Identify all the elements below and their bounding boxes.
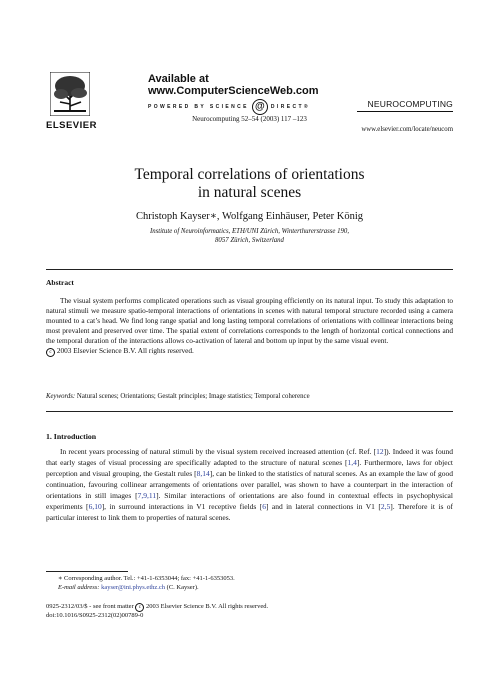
copyright-icon: c: [135, 603, 144, 612]
abstract-top-rule: [46, 269, 453, 270]
affiliation: [0, 227, 499, 245]
intro-text: ]. Furthermore, laws for object perception and visual grouping, the Gestalt rules [: [46, 458, 453, 478]
keywords-label: Keywords:: [46, 393, 76, 400]
footnote-email: [58, 583, 199, 592]
at-sign-icon: @: [252, 99, 268, 115]
copyright-icon: c: [46, 348, 55, 357]
computer-science-web-link[interactable]: www.ComputerScienceWeb.com: [148, 85, 319, 97]
affiliation-line-2: 8057 Zürich, Switzerland: [215, 237, 284, 244]
abstract-copyright: 2003 Elsevier Science B.V. All rights reserved.: [56, 346, 194, 356]
intro-text: In recent years processing of natural stimuli by the visual system received increased attention (cf. Ref. [: [60, 447, 377, 456]
keywords-list: Natural scenes; Orientations; Gestalt principles; Image statistics; Temporal coherence: [76, 393, 310, 400]
doi[interactable]: doi:10.1016/S0925-2312(02)00789-0: [46, 612, 144, 619]
abstract-body: [46, 296, 453, 357]
intro-text: ]. Similar interactions of orientations are also found in contextual effects in psychophysical experiments [: [46, 491, 453, 511]
intro-text: ], in surround interactions in V1 receptive fields [: [101, 502, 263, 511]
elsevier-tree-logo: [50, 72, 90, 116]
introduction-paragraph: [46, 446, 453, 523]
citation-link[interactable]: 2,5: [380, 502, 391, 511]
citation-link[interactable]: 6,10: [88, 502, 102, 511]
journal-citation: Neurocomputing 52–54 (2003) 117 –123: [192, 115, 307, 123]
citation-link[interactable]: 1,4: [347, 458, 357, 467]
citation-link[interactable]: 6: [262, 502, 266, 511]
email-label: E-mail address:: [58, 584, 100, 591]
authors: Christoph Kayser∗, Wolfgang Einhäuser, Peter König: [135, 211, 363, 222]
journal-homepage-link[interactable]: www.elsevier.com/locate/neucom: [361, 126, 453, 133]
intro-text: ]). Indeed it was found that early stages of visual processing are specifically adapted to the structure of natural scenes [: [46, 447, 453, 467]
footnote-rule: [46, 571, 128, 572]
powered-by-line: [148, 99, 319, 115]
affiliation-line-1: Institute of Neuroinformatics, ETH/UNI Zürich, Winterthurerstrasse 190,: [149, 228, 350, 235]
journal-logo: NEUROCOMPUTING: [367, 99, 453, 109]
abstract-bottom-rule: [46, 411, 453, 412]
intro-text: ]. Therefore it is of particular interest to link them to properties of natural scenes.: [46, 502, 453, 522]
abstract-text: The visual system performs complicated operations such as visual grouping efficiently on its natural input. To study this adaptation to natural stimuli we measure spatio-temporal interactions of orientations in scenes with natural temporal structure recorded using a camera mounted to a cat’s head. We find long range spatial and long lasting temporal correlations of orientations with collinear interactions being most prevalent and preserved over time. The spatial extent of correlations corresponds to the length of horizontal cortical connections and the temporal duration of the interactions allows co-activation of lateral and bottom up input by the same visual event.: [46, 296, 453, 346]
title-line-1: Temporal correlations of orientations: [134, 166, 365, 183]
article-title: [0, 166, 499, 202]
available-at-label: Available at: [148, 73, 209, 85]
issn-copyright: 2003 Elsevier Science B.V. All rights reserved.: [145, 603, 269, 610]
keywords: [46, 393, 310, 400]
intro-text: ] and in lateral connections in V1 [: [265, 502, 381, 511]
footnote-corresponding-author: ∗ Corresponding author. Tel.: +41-1-6353044; fax: +41-1-6353053.: [58, 575, 235, 582]
powered-direct-text: DIRECT®: [270, 104, 311, 110]
powered-by-text: POWERED BY SCIENCE: [148, 104, 249, 110]
citation-link[interactable]: 12: [376, 447, 384, 456]
abstract-heading: Abstract: [46, 278, 74, 287]
citation-link[interactable]: 8,14: [196, 469, 210, 478]
intro-text: ], can be linked to the statistics of natural scenes. As an example the law of good continuation, favouring collinear arrangements of orientations over parallel, was shown to have a counterpart in the interaction of orientations in still images [: [46, 469, 453, 500]
elsevier-wordmark: ELSEVIER: [46, 120, 97, 131]
title-line-2: in natural scenes: [197, 184, 302, 201]
email-link[interactable]: kayser@ini.phys.ethz.ch: [101, 584, 166, 591]
issn-text: 0925-2312/03/$ - see front matter: [46, 603, 134, 610]
journal-logo-rule: [357, 111, 453, 112]
section-heading-introduction: 1. Introduction: [46, 432, 97, 441]
citation-link[interactable]: 7,9,11: [137, 491, 157, 500]
email-suffix: (C. Kayser).: [166, 584, 199, 591]
available-at-banner[interactable]: [148, 73, 319, 115]
